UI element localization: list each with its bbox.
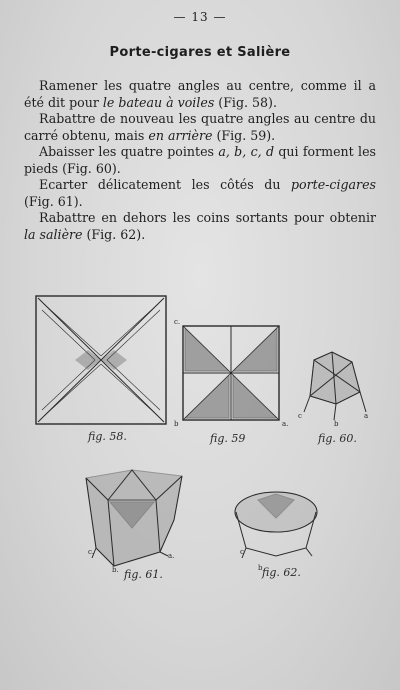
fig62-label-c: c [240,548,244,556]
paragraph-1: Ramener les quatre angles au centre, comme il a été dit pour le bateau à voiles (Fig. 58). [24,78,376,110]
fig60-form [304,352,369,420]
fig60-caption: fig. 60. [318,432,357,445]
fig60-label-b: b [334,420,339,428]
fig60-label-c: c [298,412,302,420]
fig61-label-b: b. [112,566,119,574]
page-number: — 13 — [173,10,227,24]
instructions-text [24,78,376,243]
fig61-caption: fig. 61. [124,568,163,581]
fig58-caption: fig. 58. [88,430,127,443]
fig59-caption: fig. 59 [210,432,246,445]
fig62-form [235,492,317,558]
fig62-label-b: b [258,564,263,572]
paragraph-3: Abaisser les quatre pointes a, b, c, d qui forment les pieds (Fig. 60). [24,144,376,176]
paragraph-4: Ecarter délicatement les côtés du porte-cigares (Fig. 61). [24,177,376,209]
section-title: Porte-cigares et Salière [109,45,291,60]
paragraph-5: Rabattre en dehors les coins sortants pour obtenir la salière (Fig. 62). [24,210,376,242]
fig62-caption: fig. 62. [262,566,301,579]
fig59-label-b: b [174,420,179,428]
fig61-label-a: a. [168,552,175,560]
fig58-square [36,296,166,424]
fig59-label-c: c. [174,318,181,326]
fig59-square [183,326,279,420]
fig60-label-a: a [364,412,369,420]
fig59-label-a: a. [282,420,289,428]
paragraph-2: Rabattre de nouveau les quatre angles au centre du carré obtenu, mais en arrière (Fig. 59). [24,111,376,143]
fig61-label-c: c. [88,548,95,556]
